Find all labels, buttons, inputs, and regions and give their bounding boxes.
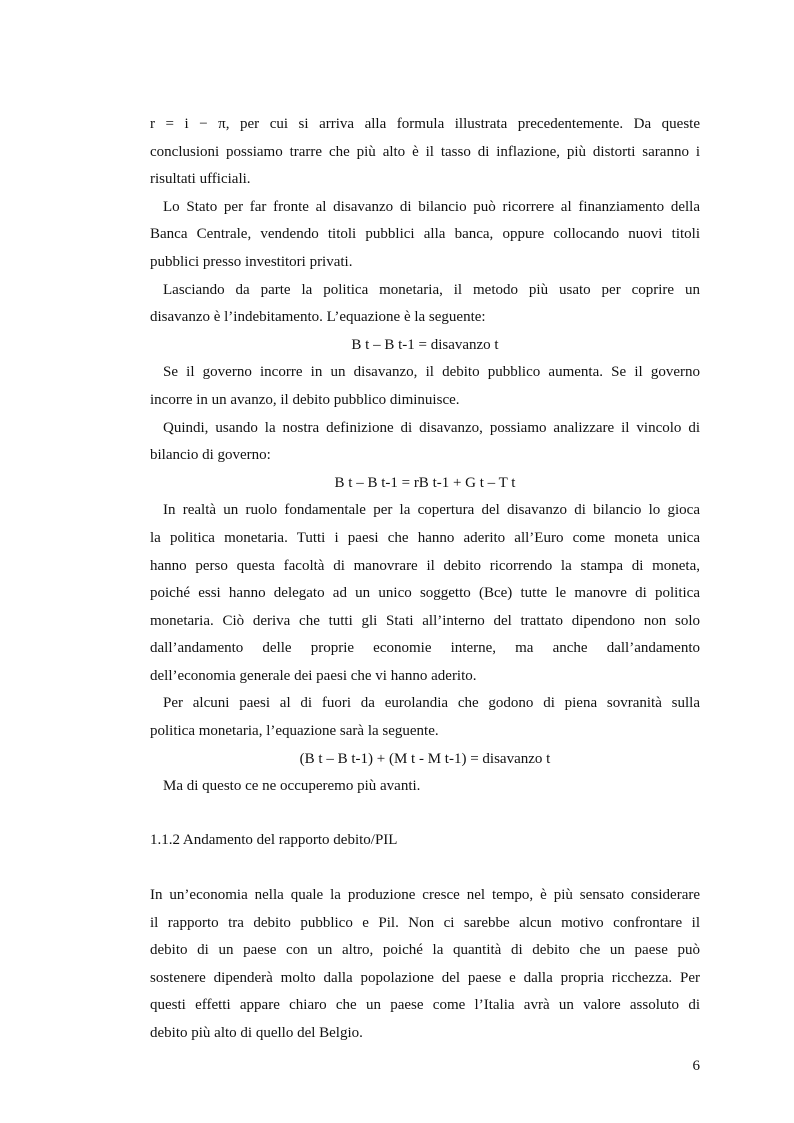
text-line: la politica monetaria. Tutti i paesi che hanno aderito all’Euro come moneta unica xyxy=(150,529,700,546)
text-line: Quindi, usando la nostra definizione di disavanzo, possiamo analizzare il vincolo di xyxy=(163,419,700,436)
text-line: Per alcuni paesi al di fuori da eurolandia che godono di piena sovranità sulla xyxy=(163,695,700,712)
text-line: Lasciando da parte la politica monetaria, il metodo più usato per coprire un xyxy=(163,281,700,298)
text-line: disavanzo è l’indebitamento. L’equazione è la seguente: xyxy=(150,309,486,326)
text-line: monetaria. Ciò deriva che tutti gli Stati all’interno del trattato dipendono non solo xyxy=(150,612,700,629)
text-line: Se il governo incorre in un disavanzo, il debito pubblico aumenta. Se il governo xyxy=(163,364,700,381)
body-text xyxy=(150,111,700,801)
text-line: il rapporto tra debito pubblico e Pil. Non ci sarebbe alcun motivo confrontare il xyxy=(150,914,700,931)
text-line: Ma di questo ce ne occuperemo più avanti. xyxy=(163,778,421,795)
equation-2: B t – B t-1 = rB t-1 + G t – T t xyxy=(334,474,516,491)
text-line: dell’economia generale dei paesi che vi hanno aderito. xyxy=(150,667,477,684)
page-number: 6 xyxy=(692,1058,700,1074)
text-line: bilancio di governo: xyxy=(150,447,271,464)
text-line: hanno perso questa facoltà di manovrare il debito ricorrendo la stampa di moneta, xyxy=(150,557,700,574)
text-line: pubblici presso investitori privati. xyxy=(150,253,353,270)
text-line: dall’andamento delle proprie economie interne, ma anche dall’andamento xyxy=(150,640,700,657)
text-line: Banca Centrale, vendendo titoli pubblici alla banca, oppure collocando nuovi titoli xyxy=(150,226,700,243)
text-line: In realtà un ruolo fondamentale per la copertura del disavanzo di bilancio lo gioca xyxy=(163,502,700,519)
text-line: r = i − π, per cui si arriva alla formula illustrata precedentemente. Da queste xyxy=(150,116,700,132)
section-paragraph xyxy=(150,882,700,1048)
text-line: questi effetti appare chiaro che un paese come l’Italia avrà un valore assoluto di xyxy=(150,997,700,1014)
text-line: debito di un paese con un altro, poiché la quantità di debito che un paese può xyxy=(150,942,700,959)
text-line: debito più alto di quello del Belgio. xyxy=(150,1024,363,1041)
text-line: conclusioni possiamo trarre che più alto è il tasso di inflazione, più distorti saranno i xyxy=(150,143,700,160)
text-line: Lo Stato per far fronte al disavanzo di bilancio può ricorrere al finanziamento della xyxy=(163,198,700,215)
equation-3: (B t – B t-1) + (M t - M t-1) = disavanzo t xyxy=(299,750,551,767)
text-line: risultati ufficiali. xyxy=(150,171,251,188)
text-line: sostenere dipenderà molto dalla popolazione del paese e dalla propria ricchezza. Per xyxy=(150,969,700,986)
equation-1: B t – B t-1 = disavanzo t xyxy=(351,336,499,353)
text-line: incorre in un avanzo, il debito pubblico diminuisce. xyxy=(150,391,460,408)
text-line: In un’economia nella quale la produzione cresce nel tempo, è più sensato considerare xyxy=(150,887,700,903)
section-heading: 1.1.2 Andamento del rapporto debito/PIL xyxy=(150,832,398,848)
text-line: poiché essi hanno delegato ad un unico soggetto (Bce) tutte le manovre di politica xyxy=(150,585,700,602)
text-line: politica monetaria, l’equazione sarà la seguente. xyxy=(150,723,439,740)
